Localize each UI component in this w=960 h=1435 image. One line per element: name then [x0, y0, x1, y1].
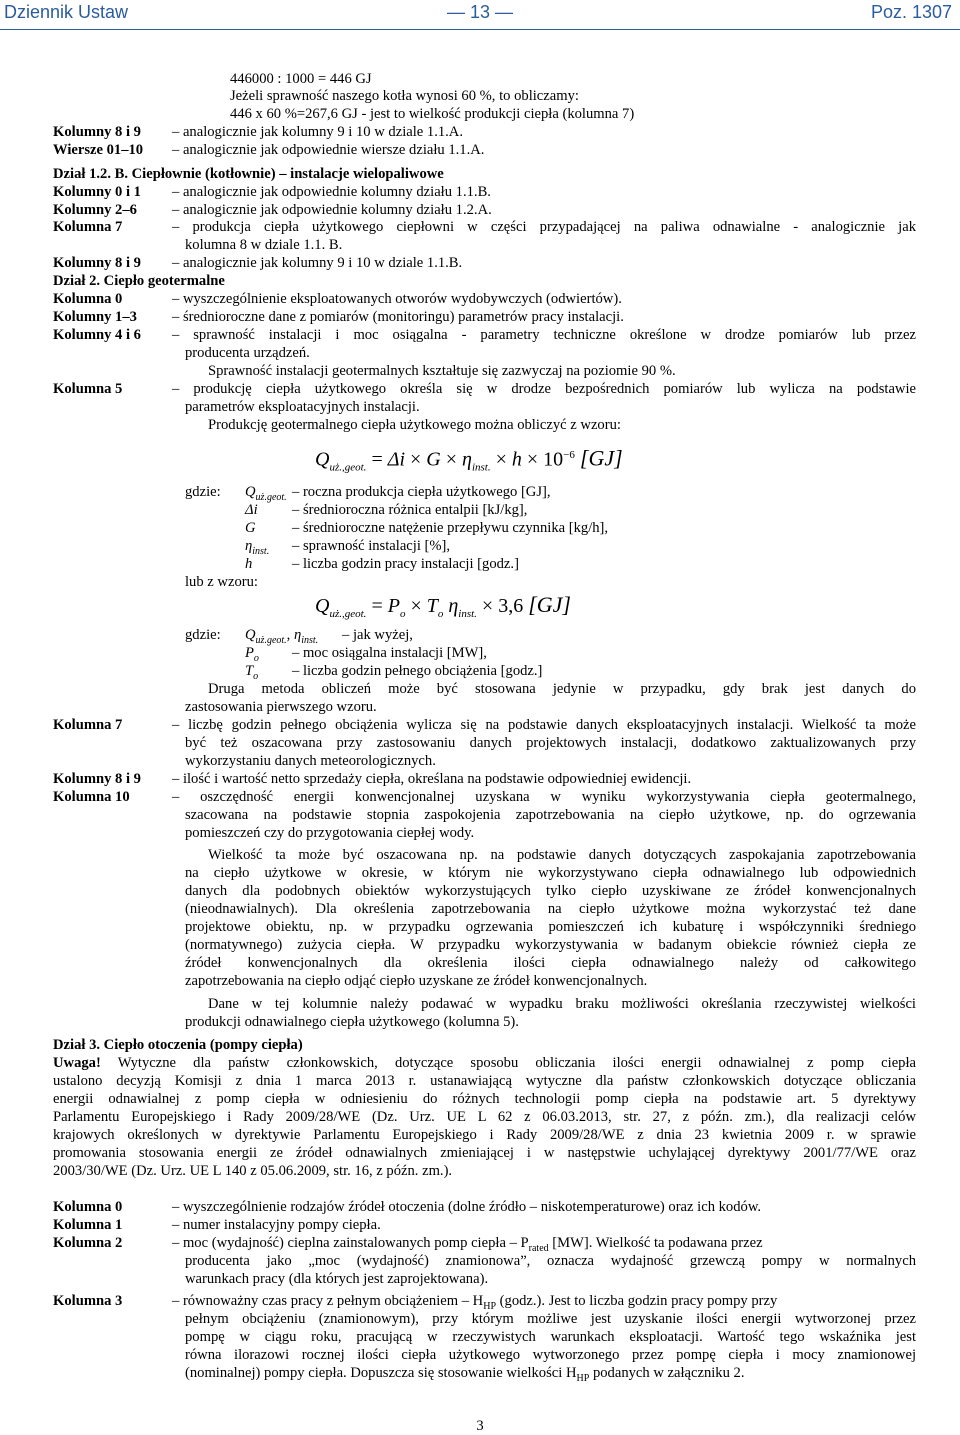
symbol: Q [245, 627, 256, 643]
formula-number: 3,6 [498, 595, 524, 617]
separator: , [286, 627, 291, 643]
row-text: – numer instalacyjny pompy ciepła. [172, 1217, 381, 1233]
formula-operator: = [371, 595, 383, 617]
row-text: kolumna 8 w dziale 1.1. B. [185, 237, 343, 253]
where-desc: – moc osiągalna instalacji [MW], [292, 645, 487, 661]
row-text: – ilość i wartość netto sprzedaży ciepła, określana na podstawie odpowiedniej ewidencji. [172, 771, 692, 787]
row-text: pełnym obciążeniu (znamionowym), przy którym możliwe jest uzyskanie ilości energii wytworzonej przez [185, 1311, 916, 1327]
row-text: – średnioroczne dane z pomiarów (monitoringu) parametrów pracy instalacji. [172, 309, 624, 325]
paragraph-line: produkcji odnawialnego ciepła użytkowego (kolumna 5). [185, 1014, 519, 1030]
formula-2 [315, 592, 571, 623]
paragraph-line: zastosowania pierwszego wzoru. [185, 699, 377, 715]
row-text: producenta jako „moc (wydajność) znamionowa”, oznacza wydajność grzewczą pompy w normalnych [185, 1253, 916, 1269]
alt-formula-label: lub z wzoru: [185, 574, 258, 590]
row-text: – wyszczególnienie rodzajów źródeł otoczenia (dolne źródło – niskotemperaturowe) oraz ich kodów. [172, 1199, 762, 1215]
paragraph-line: danych dla podobnych obiektów wykorzystujących tylko ciepło uzyskiwane ze źródeł konwencjonalnych [185, 883, 916, 899]
where-desc: – średnioroczne natężenie przepływu czynnika [kg/h], [292, 520, 609, 536]
subscript: HP [483, 1300, 497, 1312]
row-label: Kolumna 2 [53, 1235, 123, 1251]
where-desc: – roczna produkcja ciepła użytkowego [GJ], [292, 484, 551, 500]
row-text: parametrów eksploatacyjnych instalacji. [185, 399, 420, 415]
symbol: Q [245, 484, 256, 500]
symbol-subscript: inst. [252, 545, 270, 557]
paragraph-line: źródeł konwencjonalnych dla określenia ilości ciepła odnawialnego należy od całkowitego [185, 955, 916, 971]
row-label: Kolumna 10 [53, 789, 130, 805]
symbol-subscript: uż.geot. [255, 634, 287, 646]
paragraph-line: zapotrzebowania na ciepło odjąć ciepło uzyskane ze źródeł konwencjonalnych. [185, 973, 648, 989]
section-heading: Dział 2. Ciepło geotermalne [53, 273, 225, 289]
row-label: Kolumna 1 [53, 1217, 123, 1233]
row-text: – analogicznie jak odpowiednie wiersze działu 1.1.A. [172, 142, 485, 158]
formula-1 [315, 447, 623, 477]
formula-operator: × [410, 595, 422, 617]
row-text: Sprawność instalacji geotermalnych kształtuje się zazwyczaj na poziomie 90 %. [208, 363, 676, 379]
where-item: Δi [245, 502, 258, 518]
formula-unit: [GJ] [579, 445, 623, 471]
symbol: η [245, 538, 253, 554]
where-desc: – średnioroczna różnica entalpii [kJ/kg], [292, 502, 528, 518]
note-line: krajowych określonych w dyrektywie Parlamentu Europejskiego i Rady 2009/28/WE z dnia 23 kwietnia 2009 r. w sprawie [53, 1127, 916, 1143]
formula-subscript: uż.,geot. [329, 461, 367, 474]
note-line: promowania stosowania energii ze źródeł odnawialnych zmieniającej i w następstwie uchylającej dyrektywy 2001/77/WE oraz [53, 1145, 916, 1161]
symbol-subscript: o [253, 652, 259, 664]
row-label: Kolumny 4 i 6 [53, 327, 141, 343]
row-text: – produkcję ciepła użytkowego określa się w drodze bezpośrednich pomiarów lub wylicza na podstawie [172, 381, 916, 397]
row-label: Kolumny 1–3 [53, 309, 137, 325]
text-line: 446000 : 1000 = 446 GJ [230, 71, 372, 87]
formula-subscript: o [399, 608, 406, 620]
formula-operator: × [481, 595, 494, 617]
formula-symbol: Q [315, 595, 330, 617]
header-divider [0, 29, 960, 30]
row-label: Kolumny 8 i 9 [53, 771, 141, 787]
text-part: – równoważny czas pracy z pełnym obciążeniem – H [172, 1293, 484, 1309]
formula-symbol: T [426, 595, 438, 617]
row-text: warunkach pracy (dla których jest zaprojektowana). [185, 1271, 489, 1287]
paragraph-line: (nieodnawialnych). Dla określenia zapotrzebowania na ciepło użytkowe można wykorzystać też dane [185, 901, 916, 917]
paragraph-line: (normatywnego) zużycia ciepła. W przypadku wykorzystywania w badanym obiekcie również ciepła ze [185, 937, 916, 953]
row-text: szacowana na podstawie stopnia zaspokojenia zapotrzebowania na ciepło użytkowe, np. do ogrzewania [185, 807, 916, 823]
row-label: Kolumna 7 [53, 717, 123, 733]
formula-operator: × [410, 448, 422, 471]
text-part: (nominalnej) pompy ciepła. Dopuszcza się stosowanie wielkości H [185, 1365, 577, 1381]
where-desc: – liczba godzin pracy instalacji [godz.] [292, 556, 519, 572]
row-text: – sprawność instalacji i moc osiągalna - parametry techniczne określone w drodze pomiarów lub przez [172, 327, 916, 343]
where-label: gdzie: [185, 484, 221, 500]
formula-symbol: η [448, 595, 459, 617]
text-part: – moc (wydajność) cieplna zainstalowanych pomp ciepła – P [172, 1235, 529, 1251]
journal-title: Dziennik Ustaw [4, 2, 129, 22]
where-item: G [245, 520, 256, 536]
symbol-subscript: inst. [301, 634, 319, 646]
where-label: gdzie: [185, 627, 221, 643]
symbol-subscript: o [253, 670, 259, 682]
row-text: – wyszczególnienie eksploatowanych otworów wydobywczych (odwiertów). [172, 291, 622, 307]
text-part: (godz.). Jest to liczba godzin pracy pompy przy [496, 1293, 778, 1309]
formula-unit: [GJ] [528, 592, 571, 617]
formula-symbol: h [511, 448, 522, 471]
row-text: – liczbę godzin pełnego obciążenia wylicza się na podstawie danych eksploatacyjnych instalacji. Wielkość ta może [172, 717, 916, 733]
row-text [185, 1365, 745, 1387]
note-line: Parlamentu Europejskiego i Rady 2009/28/WE (Dz. Urz. UE L 62 z 06.03.2013, str. 27, z późn. zm.), dla realizacji celów [53, 1109, 916, 1125]
row-text: – produkcja ciepła użytkowego ciepłowni w części przypadającej na paliwa odnawialne - analogicznie jak [172, 219, 916, 235]
formula-symbol: Q [315, 448, 330, 471]
row-text: – oszczędność energii konwencjonalnej uzyskana w wyniku wykorzystywania ciepła geotermalnego, [172, 789, 916, 805]
note-line [53, 1055, 916, 1072]
row-label: Wiersze 01–10 [53, 142, 144, 158]
page-header [0, 0, 960, 30]
text-line: Jeżeli sprawność naszego kotła wynosi 60 %, to obliczamy: [230, 88, 579, 104]
header-page-number: — 13 — [446, 2, 514, 22]
row-label: Kolumna 7 [53, 219, 123, 235]
row-text: – analogicznie jak kolumny 9 i 10 w dziale 1.1.B. [172, 255, 463, 271]
text-part: podanych w załączniku 2. [589, 1365, 745, 1381]
note-text: Wytyczne dla państw członkowskich, dotyczące sposobu obliczania ilości energii odnawialnej z pomp ciepła [117, 1055, 917, 1071]
section-heading: Dział 3. Ciepło otoczenia (pompy ciepła) [53, 1037, 303, 1053]
page-number: 3 [476, 1418, 484, 1434]
row-label: Kolumny 8 i 9 [53, 255, 141, 271]
row-text: wykorzystaniu danych meteorologicznych. [185, 753, 436, 769]
row-text: pompę w ciągu roku, pracującą w rzeczywistych warunkach eksploatacji. Wartość tego wskaźnika jest [185, 1329, 916, 1345]
formula-exponent: −6 [563, 449, 575, 461]
symbol: P [245, 645, 254, 661]
formula-operator: × [495, 448, 507, 471]
note-line: ustalono decyzją Komisji z dnia 1 marca 2013 r. ustanawiającą wytyczne dla państw członkowskich dotyczące obliczania [53, 1073, 916, 1089]
row-text: Produkcję geotermalnego ciepła użytkowego można obliczyć z wzoru: [208, 417, 621, 433]
formula-operator: × [445, 448, 458, 471]
note-label: Uwaga! [53, 1055, 101, 1071]
note-line: 2003/30/WE (Dz. Urz. UE L 140 z 05.06.2009, str. 16, z późn. zm.). [53, 1163, 453, 1179]
formula-number: 10 [543, 448, 564, 471]
symbol-subscript: uż.geot. [255, 491, 287, 503]
row-text: równa ilorazowi rocznej ilości ciepła użytkowego wytworzonego przez pompę ciepła i mocy znamionowej [185, 1347, 916, 1363]
row-label: Kolumna 5 [53, 381, 123, 397]
row-label: Kolumny 0 i 1 [53, 184, 141, 200]
row-text: – analogicznie jak odpowiednie kolumny działu 1.2.A. [172, 202, 492, 218]
row-label: Kolumna 0 [53, 1199, 123, 1215]
position-number: Poz. 1307 [870, 2, 952, 22]
where-desc: – sprawność instalacji [%], [292, 538, 451, 554]
paragraph-line: Druga metoda obliczeń może być stosowana jedynie w przypadku, gdy brak jest danych do [208, 681, 916, 697]
row-label: Kolumna 0 [53, 291, 123, 307]
section-heading: Dział 1.2. B. Ciepłownie (kotłownie) – instalacje wielopaliwowe [53, 166, 444, 182]
formula-subscript: o [437, 608, 444, 620]
row-label: Kolumny 2–6 [53, 202, 137, 218]
formula-subscript: inst. [458, 608, 477, 620]
row-text: – analogicznie jak kolumny 9 i 10 w dziale 1.1.A. [172, 124, 463, 140]
row-text: – analogicznie jak odpowiednie kolumny działu 1.1.B. [172, 184, 491, 200]
paragraph-line: Dane w tej kolumnie należy podawać w wypadku braku możliwości określania rzeczywistej wielkości [208, 996, 916, 1012]
formula-operator: × [526, 448, 539, 471]
where-desc: – liczba godzin pełnego obciążenia [godz.] [292, 663, 543, 679]
subscript: HP [576, 1372, 590, 1384]
paragraph-line: Wielkość ta może być oszacowana np. na podstawie danych dotyczących zaspokajania zapotrzebowania [208, 847, 916, 863]
where-item: h [245, 556, 253, 572]
row-text: producenta urządzeń. [185, 345, 310, 361]
where-desc: – jak wyżej, [342, 627, 413, 643]
formula-symbol: P [387, 595, 400, 617]
formula-subscript: inst. [471, 461, 491, 474]
row-text: pomieszczeń czy do przygotowania ciepłej wody. [185, 825, 475, 841]
formula-operator: = [371, 448, 383, 471]
formula-symbol: Δi [387, 448, 406, 471]
paragraph-line: projektowe obiektu, np. w przypadku ogrzewania pomieszczeń ich kubaturę i współczynniki średniego [185, 919, 916, 935]
note-line: energii odnawialnej z pomp ciepła w odniesieniu do różnych technologii pomp ciepła na podstawie art. 5 dyrektywy [53, 1091, 916, 1107]
formula-symbol: η [462, 448, 472, 471]
symbol: T [245, 663, 254, 679]
text-part: [MW]. Wielkość ta podawana przez [548, 1235, 763, 1251]
subscript: rated [528, 1242, 549, 1254]
symbol: η [293, 627, 302, 643]
row-text: być też oszacowana przy zastosowaniu danych projektowych instalacji, dodatkowo zaktualizowanych przy [185, 735, 916, 751]
paragraph-line: na ciepło użytkowe w okresie, w którym nie wykorzystywano ciepła odnawialnego lub odpowiednich [185, 865, 916, 881]
formula-symbol: G [426, 448, 441, 471]
formula-subscript: uż.,geot. [329, 608, 367, 620]
text-line: 446 x 60 %=267,6 GJ - jest to wielkość produkcji ciepła (kolumna 7) [230, 106, 635, 122]
row-label: Kolumny 8 i 9 [53, 124, 141, 140]
row-label: Kolumna 3 [53, 1293, 123, 1309]
